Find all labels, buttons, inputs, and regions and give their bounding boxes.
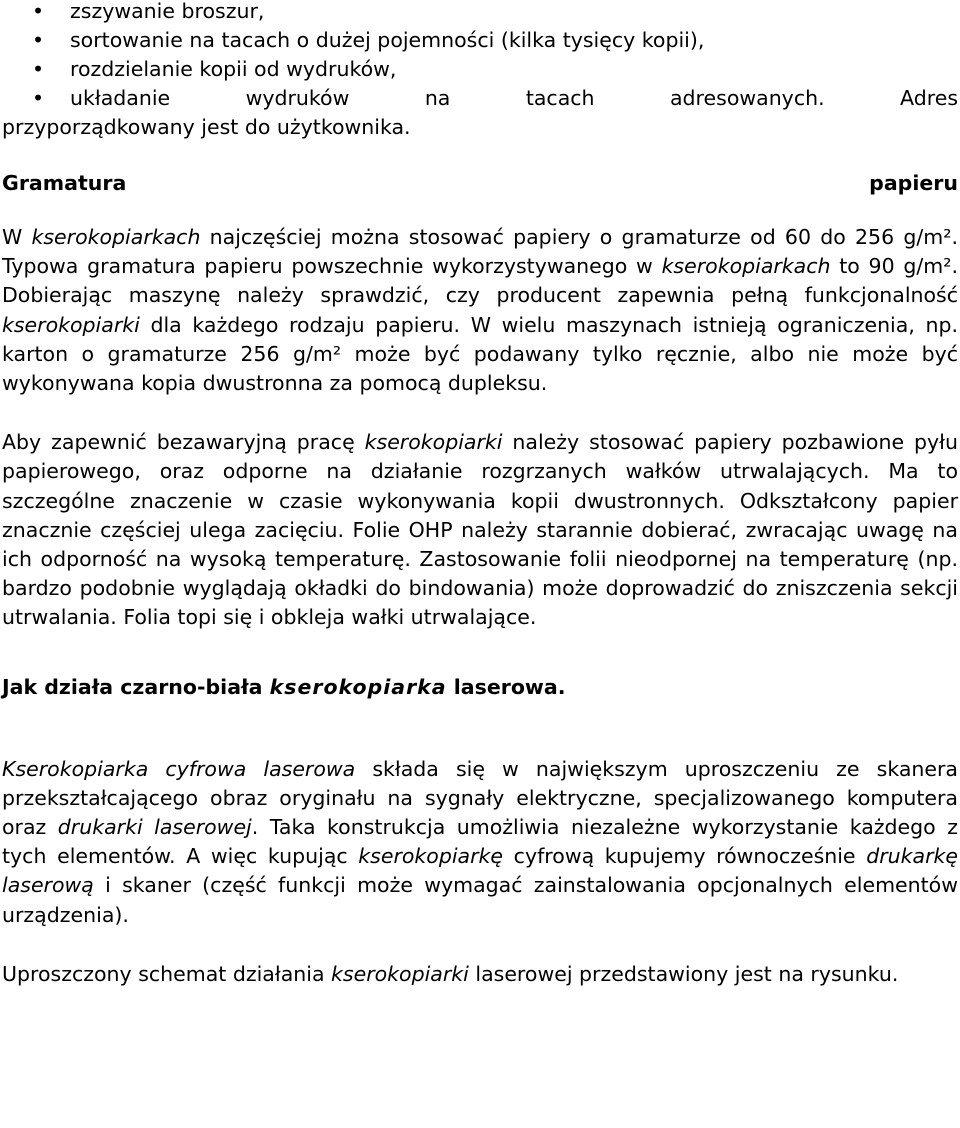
bullet-icon: •	[32, 0, 45, 23]
emphasis-term: kserokopiarki	[364, 430, 503, 455]
heading-right-text: papieru	[869, 171, 958, 195]
bullet-icon: •	[32, 28, 45, 52]
text-run: i skaner (część funkcji może wymagać zainstalowania opcjonalnych elementów urządzenia).	[2, 873, 958, 927]
text-run: Aby zapewnić bezawaryjną pracę	[2, 430, 365, 455]
list-item-continuation: przyporządkowany jest do użytkownika.	[2, 115, 411, 139]
bullet-icon: •	[32, 86, 45, 110]
text-run: W	[2, 225, 32, 249]
section-heading	[2, 672, 958, 702]
document-page	[2, 0, 958, 989]
list-item-text: układanie wydruków na tacach adresowanych. Adres	[70, 86, 958, 110]
emphasis-term: drukarki laserowej	[57, 815, 252, 840]
text-run: . Taka konstrukcja umożliwia niezależne wykorzystanie każdego z tych elementów. A więc kupując	[2, 815, 958, 869]
paragraph-schema-intro	[2, 960, 958, 989]
text-run: cyfrową kupujemy równocześnie	[503, 844, 867, 869]
text-run: należy stosować papiery pozbawione pyłu papierowego, oraz odporne na działanie rozgrzanych wałków utrwalających. Ma to szczególne znaczenie w czasie wykonywania kopii dwustronnych. Odkształcony papier znacznie częściej ulega zacięciu. Folie OHP należy starannie dobierać, zwracając uwagę na ich odporność na wysoką temperaturę. Zastosowanie folii nieodpornej na temperaturę (np. bardzo podobnie wyglądają okładki do bindowania) może doprowadzić do zniszczenia sekcji utrwalania. Folia topi się i obkleja wałki utrwalające.	[2, 430, 958, 630]
list-item	[2, 0, 958, 26]
text-run: najczęściej można stosować papiery o gramaturze od 60 do 256 g/m². Typowa gramatura papieru powszechnie wykorzystywanego w	[2, 225, 958, 279]
list-item-text: sortowanie na tacach o dużej pojemności (kilka tysięcy kopii),	[70, 28, 705, 52]
heading-left-text: Gramatura	[2, 171, 127, 195]
paragraph-paper-weight	[2, 223, 958, 398]
list-item	[2, 84, 958, 113]
list-item	[2, 55, 958, 84]
text-run: Uproszczony schemat działania	[2, 961, 332, 986]
bullet-icon: •	[32, 57, 45, 81]
list-item	[2, 26, 958, 55]
paragraph-paper-quality	[2, 428, 958, 632]
list-item-text: rozdzielanie kopii od wydruków,	[70, 57, 397, 81]
emphasis-term: kserokopiarkach	[31, 225, 201, 249]
emphasis-term: kserokopiarki	[331, 961, 469, 986]
text-run: dla każdego rodzaju papieru. W wielu maszynach istnieją ograniczenia, np. karton o gramaturze 256 g/m² może być podawany tylko ręcznie, albo nie może być wykonywana kopia dwustronna za pomocą dupleksu.	[2, 312, 958, 396]
paragraph-digital-copier	[2, 755, 958, 930]
emphasis-term: Kserokopiarka cyfrowa laserowa	[2, 756, 356, 781]
text-run: laserowej przedstawiony jest na rysunku.	[468, 961, 899, 986]
feature-bullet-list	[2, 0, 958, 113]
emphasis-term: drukarkę laserową	[2, 844, 958, 898]
paper-weight-heading	[2, 168, 958, 198]
heading-keyword: kserokopiarka	[269, 674, 447, 699]
emphasis-term: kserokopiarkę	[358, 844, 504, 869]
emphasis-term: kserokopiarki	[2, 312, 140, 337]
text-run: składa się w największym uproszczeniu ze skanera przekształcającego obraz oryginału na sygnały elektryczne, specjalizowanego komputera oraz	[2, 756, 958, 840]
text-run: to 90 g/m². Dobierając maszynę należy sprawdzić, czy producent zapewnia pełną funkcjonalność	[2, 254, 958, 308]
list-item-text: zszywanie broszur,	[70, 0, 265, 23]
heading-text: laserowa.	[446, 674, 566, 699]
heading-text: Jak działa czarno-biała	[2, 674, 270, 699]
emphasis-term: kserokopiarkach	[661, 254, 831, 279]
